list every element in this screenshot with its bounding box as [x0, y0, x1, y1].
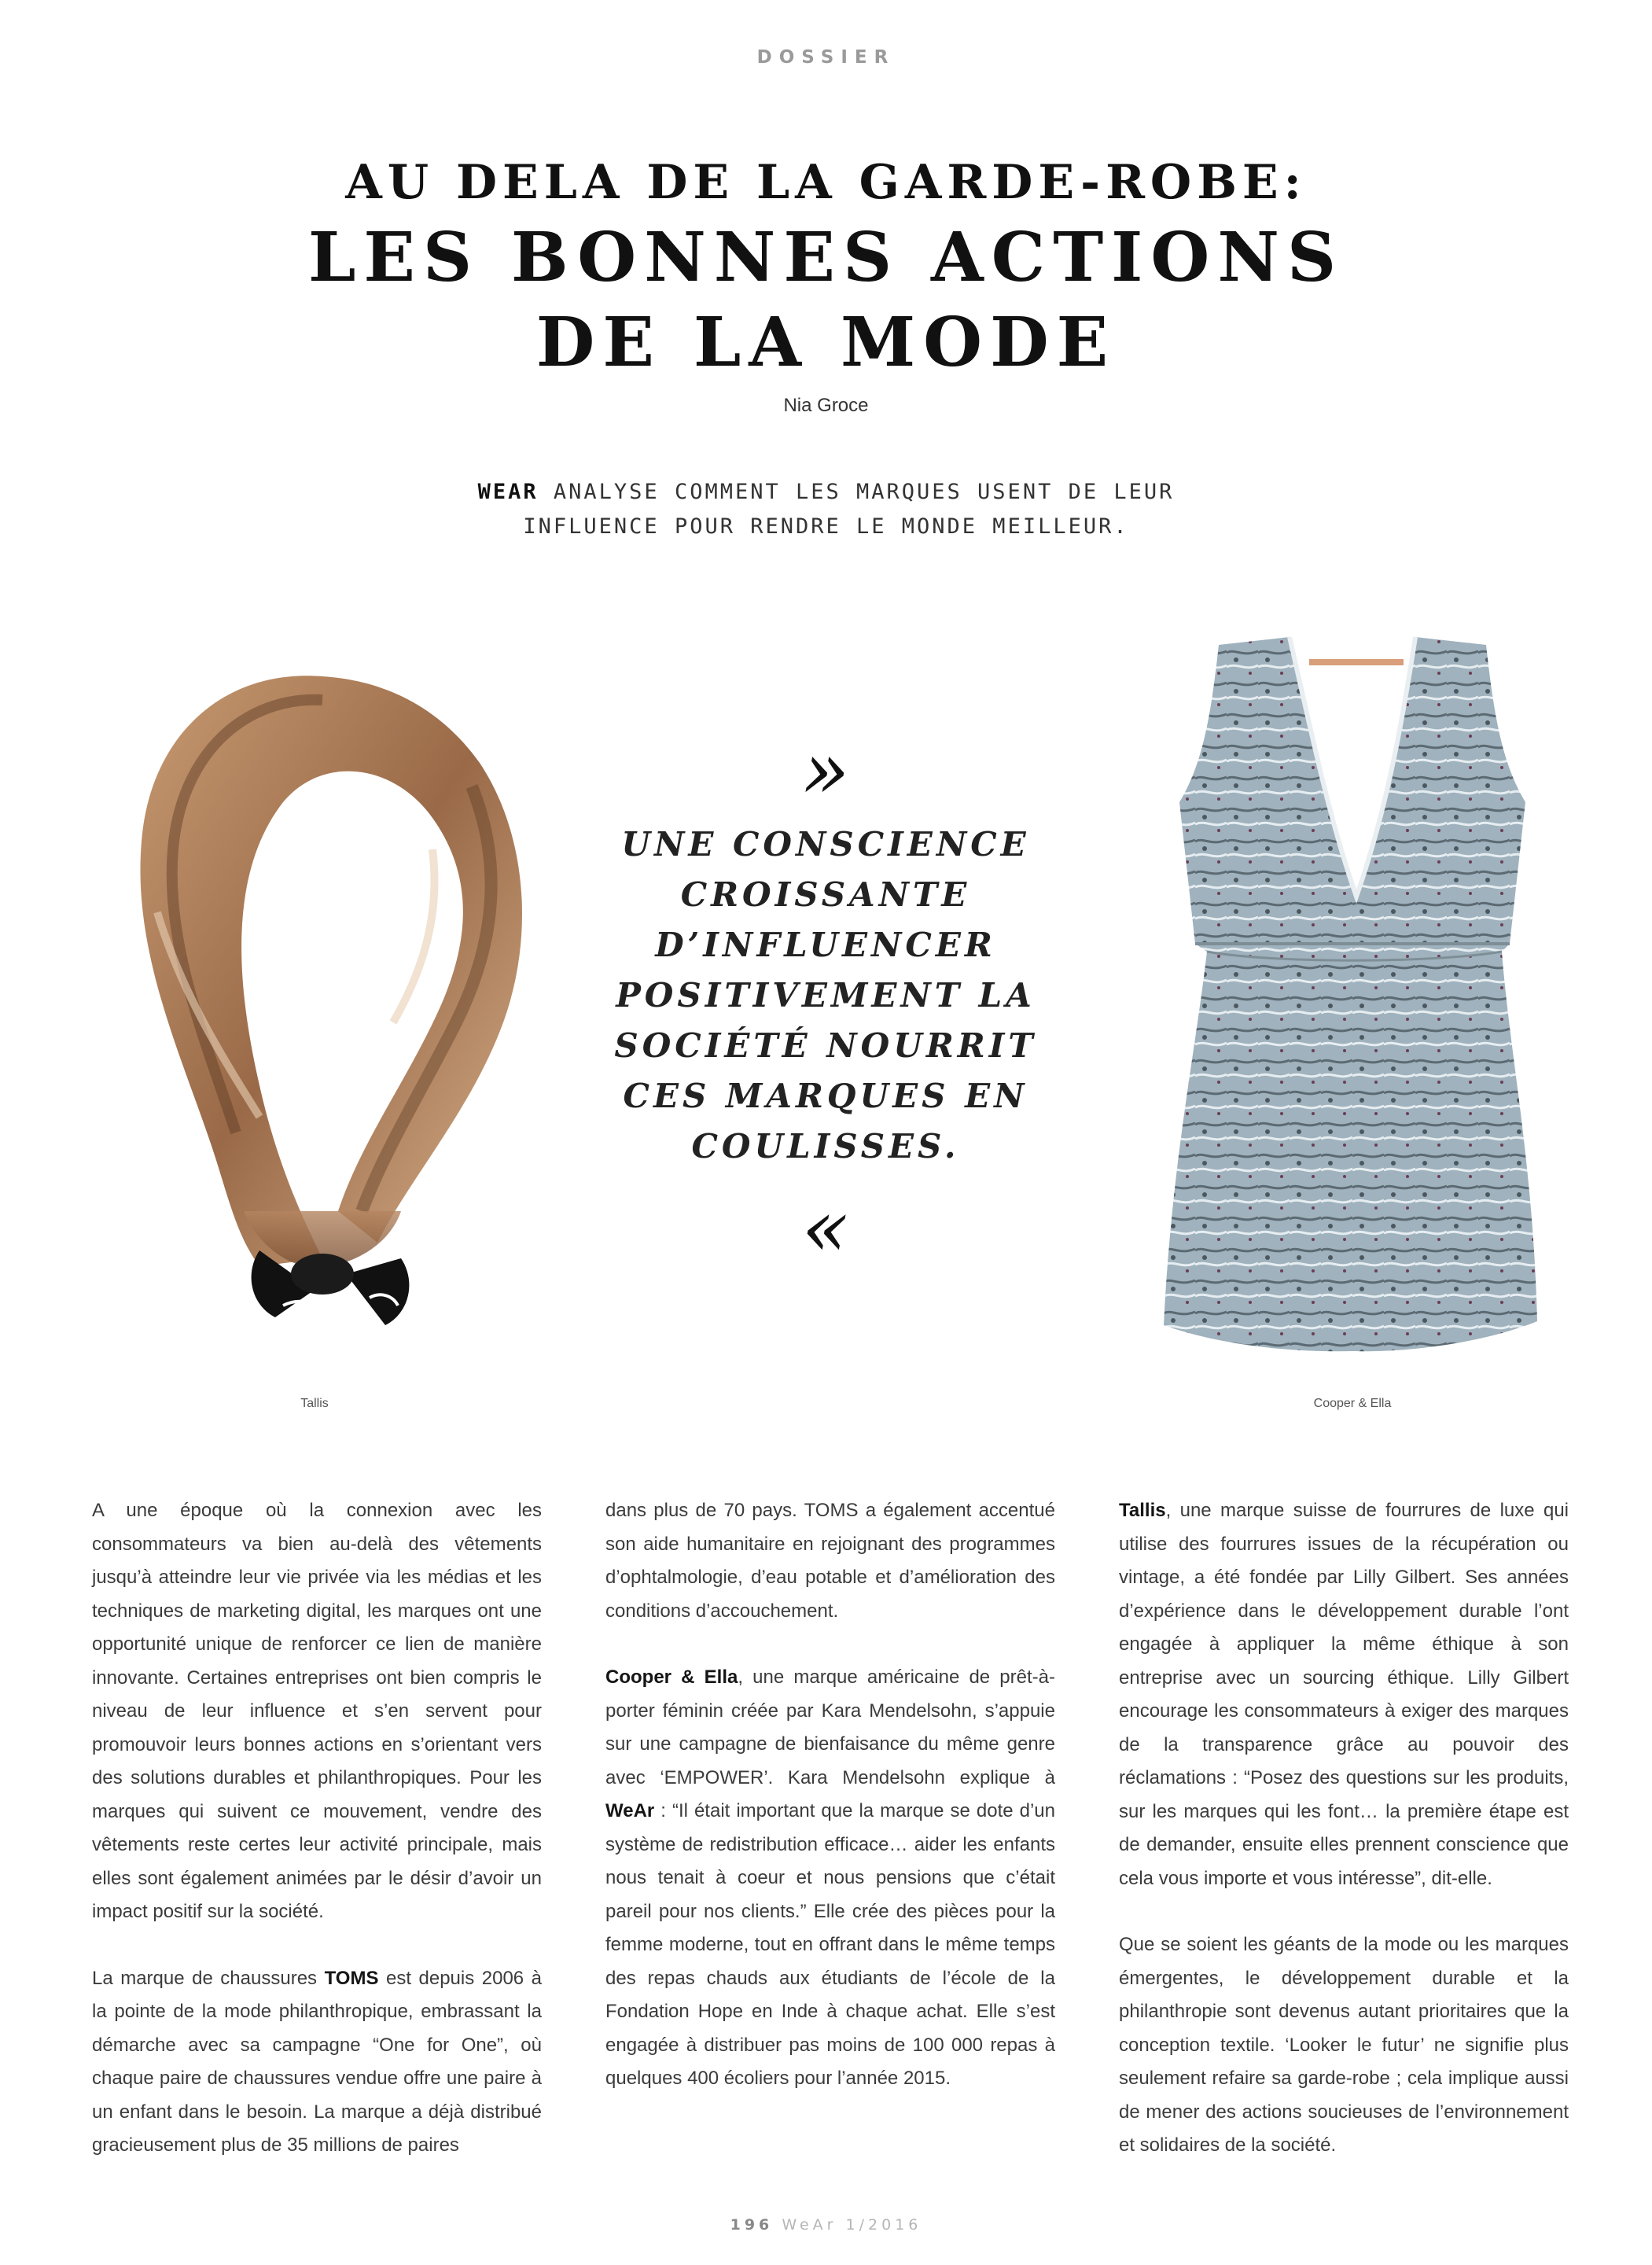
title-line-3: DE LA MODE [535, 303, 1117, 382]
pull-quote [613, 724, 1038, 1274]
section-label: DOSSIER [756, 47, 896, 68]
text-run: La marque de chaussures [92, 1967, 325, 1989]
text-run: est depuis 2006 à la pointe de la mode philanthropique, embrassant la démarche avec sa campagne “One for One”, où chaque paire de chaussures vendue offre une paire à un enfant dans le besoin. La marque a déjà distribué gracieusement plus de 35 millions de paires [92, 1967, 542, 2156]
quote-text [613, 819, 1038, 1172]
title-line-1: AU DELA DE LA GARDE-ROBE: [345, 155, 1307, 210]
body-column-1 [92, 1494, 542, 2196]
quote-line: D’INFLUENCER [655, 926, 996, 964]
text-run: : “Il était important que la marque se dote d’un système de redistribution efficace… aider les enfants nous tenait à coeur et nous pensions que c’était pareil pour nos clients.” Elle crée des pièces pour la femme moderne, tout en offrant dans le même temps des repas chauds aux étudiants de l’école de la Fondation Hope en Inde à chaque achat. Elle s’est engagée à distribuer pas moins de 100 000 repas à quelques 400 écoliers pour l’année 2015. [605, 1800, 1055, 2089]
paragraph: Que se soient les géants de la mode ou les marques émergentes, le développement durable et la philanthropie sont devenus autant prioritaires que la conception textile. ‘Looker le futur’ ne signifie plus seulement refaire sa garde-robe ; cela implique aussi de mener des actions soucieuses de l’environnement et solidaires de la société. [1119, 1934, 1569, 2156]
article-title [0, 149, 1652, 385]
brand-name: WeAr [605, 1800, 655, 1821]
quote-line: CROISSANTE [680, 875, 971, 914]
brand-name: Cooper & Ella [605, 1667, 738, 1688]
lead-brand: WEAR [477, 480, 539, 504]
body-column-3 [1119, 1494, 1569, 2196]
left-photo-caption: Tallis [300, 1397, 329, 1410]
title-line-2: LES BONNES ACTIONS [307, 218, 1345, 297]
brand-name: TOMS [324, 1967, 379, 1989]
lead-paragraph [0, 475, 1652, 544]
quote-line: SOCIÉTÉ NOURRIT [614, 1026, 1037, 1065]
page-number: 196 [730, 2216, 774, 2234]
magazine-issue: WeAr 1/2016 [773, 2216, 922, 2234]
quote-open-mark: » [801, 724, 850, 816]
author-byline: Nia Groce [783, 395, 869, 416]
paragraph [1119, 1494, 1569, 1895]
quote-line: POSITIVEMENT LA [616, 976, 1036, 1015]
fur-scarf-photo [63, 613, 550, 1368]
page-footer [0, 2216, 1652, 2234]
dress-photo [1132, 613, 1573, 1368]
quote-close-mark: « [801, 1182, 850, 1274]
paragraph: dans plus de 70 pays. TOMS a également accentué son aide humanitaire en rejoignant des programmes d’ophtalmologie, d’eau potable et d’amélioration des conditions d’accouchement. [605, 1500, 1055, 1622]
brand-name: Tallis [1119, 1500, 1166, 1521]
paragraph: A une époque où la connexion avec les consommateurs va bien au-delà des vêtements jusqu’à atteindre leur vie privée via les médias et les techniques de marketing digital, les marques ont une opportunité unique de renforcer ce lien de manière innovante. Certaines entreprises ont bien compris le niveau de leur influence et s’en servent pour promouvoir leurs bonnes actions en s’orientant vers des solutions durables et philanthropiques. Pour les marques qui suivent ce mouvement, vendre des vêtements reste certes leur activité principale, mais elles sont également animées par le désir d’avoir un impact positif sur la société. [92, 1500, 542, 1922]
text-run: , une marque américaine de prêt-à-porter féminin créée par Kara Mendelsohn, s’appuie sur une campagne de bienfaisance du même genre avec ‘EMPOWER’. Kara Mendelsohn explique à [605, 1667, 1055, 1788]
quote-line: COULISSES. [691, 1127, 960, 1166]
quote-line: CES MARQUES EN [623, 1077, 1028, 1115]
paragraph [605, 1661, 1055, 2096]
quote-line: UNE CONSCIENCE [621, 825, 1030, 864]
body-column-2 [605, 1494, 1055, 2129]
right-photo-caption: Cooper & Ella [1313, 1397, 1392, 1410]
lead-line-1: ANALYSE COMMENT LES MARQUES USENT DE LEUR [538, 480, 1175, 504]
text-run: , une marque suisse de fourrures de luxe qui utilise des fourrures issues de la récupération ou vintage, a été fondée par Lilly Gilbert. Ses années d’expérience dans le développement durable l’ont engagée à appliquer la même éthique à son entreprise avec un sourcing éthique. Lilly Gilbert encourage les consommateurs à exiger des marques de la transparence grâce au pouvoir des réclamations : “Posez des questions sur les produits, sur les marques qui les font… la première étape est de demander, ensuite elles prennent conscience que cela vous importe et vous intéresse”, dit-elle. [1119, 1500, 1569, 1889]
lead-line-2: INFLUENCE POUR RENDRE LE MONDE MEILLEUR. [523, 514, 1129, 539]
paragraph [92, 1962, 542, 2163]
